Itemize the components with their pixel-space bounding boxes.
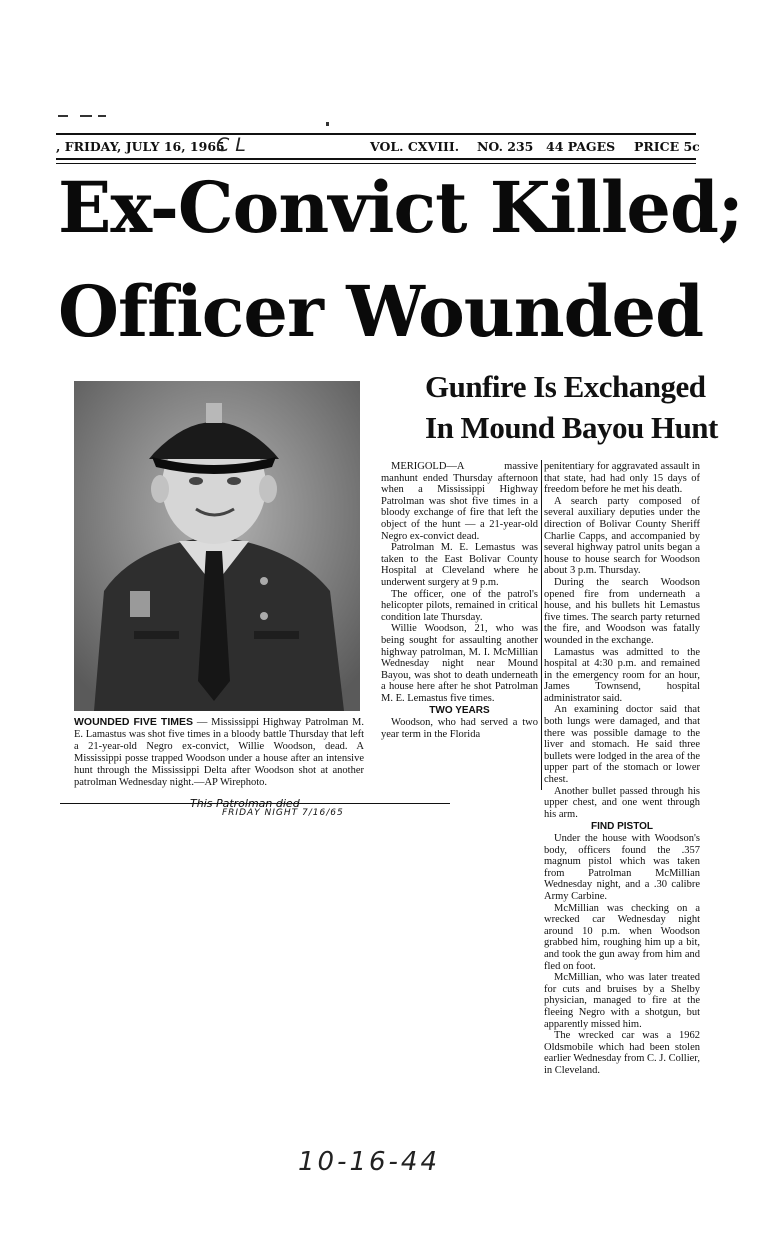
- handwritten-note-date: FRIDAY NIGHT 7/16/65: [222, 808, 344, 818]
- paragraph: McMillian was checking on a wrecked car Wednesday night around 10 p.m. when Woodson grabbed him, roughing him up a bit, and took the gun away from him and fled on foot.: [544, 902, 700, 972]
- handwritten-note-died: This Patrolman died: [190, 797, 300, 810]
- article-column-1: [381, 461, 538, 740]
- photo-caption: [74, 716, 364, 789]
- officer-portrait-image: [74, 381, 360, 711]
- handwritten-file-number: 10-16-44: [298, 1147, 441, 1177]
- masthead-thin-rule: [56, 163, 696, 164]
- paragraph: The officer, one of the patrol's helicopter pilots, remained in critical condition late Thursday.: [381, 588, 538, 623]
- paragraph: penitentiary for aggravated assault in that state, had had only 15 days of freedom before he met his death.: [544, 461, 700, 496]
- headline-line-2: Officer Wounded: [58, 270, 704, 353]
- speck: [80, 115, 92, 117]
- number-text: NO. 235: [477, 139, 534, 154]
- pages-text: 44 PAGES: [546, 139, 616, 154]
- paragraph: Woodson, who had served a two year term in the Florida: [381, 717, 538, 740]
- article-column-2: [544, 461, 700, 1076]
- paragraph: The wrecked car was a 1962 Oldsmobile which had been stolen earlier Wednesday from C. J. Collier, in Cleveland.: [544, 1030, 700, 1076]
- paragraph: An examining doctor said that both lungs were damaged, and that there was possible damage to the liver and stomach. He said three bullets were lodged in the area of the upper part of the stomach or lower chest.: [544, 704, 700, 786]
- handwritten-initials: C L: [216, 134, 246, 156]
- speck: [326, 122, 329, 126]
- masthead-bottom-rule: [56, 158, 696, 160]
- section-heading: FIND PISTOL: [590, 821, 654, 833]
- section-heading: TWO YEARS: [429, 705, 490, 717]
- paragraph: Another bullet passed through his upper chest, and one went through his arm.: [544, 785, 700, 820]
- subhead-line-1: Gunfire Is Exchanged: [425, 369, 706, 404]
- column-divider: [541, 460, 542, 790]
- masthead-top-rule: [56, 133, 696, 135]
- paragraph: Patrolman M. E. Lemastus was taken to the East Bolivar County Hospital at Cleveland where he underwent surgery at 9 p.m.: [381, 542, 538, 588]
- speck: [58, 115, 68, 117]
- price-text: PRICE 5c: [634, 139, 700, 154]
- caption-lead: WOUNDED FIVE TIMES: [74, 716, 194, 728]
- speck: [98, 115, 106, 117]
- caption-text: — Mississippi Highway Patrolman M. E. Lamastus was shot five times in a bloody battle Thursday that left a 21-year-old Negro ex-convict, Willie Woodson, dead. A Mississippi posse trapped Woodson under a house after an intensive hunt through the Mississippi Delta after Woodson shot at another patrolman Wednesday night.—AP Wirephoto.: [74, 717, 365, 788]
- paragraph: Willie Woodson, 21, who was being sought for assaulting another highway patrolman, M. I. McMillian Wednesday night near Mound Bayou, was shot to death underneath a house here after he shot Patrolman M. E. Lemastus five times.: [381, 623, 538, 704]
- dateline: [56, 134, 704, 157]
- volume-text: VOL. CXVIII.: [370, 139, 460, 154]
- paragraph: McMillian, who was later treated for cuts and bruises by a Shelby physician, managed to fire at the fleeing Negro with a shotgun, but apparently missed him.: [544, 972, 700, 1030]
- paragraph: Under the house with Woodson's body, officers found the .357 magnum pistol which was taken from Patrolman McMillian Wednesday night, and a .30 calibre Army Carbine.: [544, 833, 700, 902]
- officer-photo: [74, 381, 360, 711]
- paragraph: MERIGOLD—A massive manhunt ended Thursday afternoon when a Mississippi Highway Patrolman was shot five times in a bloody exchange of fire that left the object of the hunt — a 21-year-old Negro ex-convict dead.: [381, 461, 538, 542]
- date-text: , FRIDAY, JULY 16, 1965: [56, 139, 225, 154]
- paragraph: Lamastus was admitted to the hospital at 4:30 p.m. and remained in the emergency room for an hour, James Townsend, hospital administrator said.: [544, 646, 700, 704]
- headline-line-1: Ex-Convict Killed;: [58, 166, 743, 249]
- paragraph: A search party composed of several auxiliary deputies under the direction of Bolivar County Sheriff Charlie Capps, and accompanied by several highway patrol units began a house to house search for Woodson about 3 p.m. Thursday.: [544, 495, 700, 577]
- subhead-line-2: In Mound Bayou Hunt: [425, 410, 718, 445]
- paragraph: During the search Woodson opened fire from underneath a house, and his bullets hit Lemastus five times. The search party returned the fire, and Woodson was fatally wounded in the exchange.: [544, 576, 700, 646]
